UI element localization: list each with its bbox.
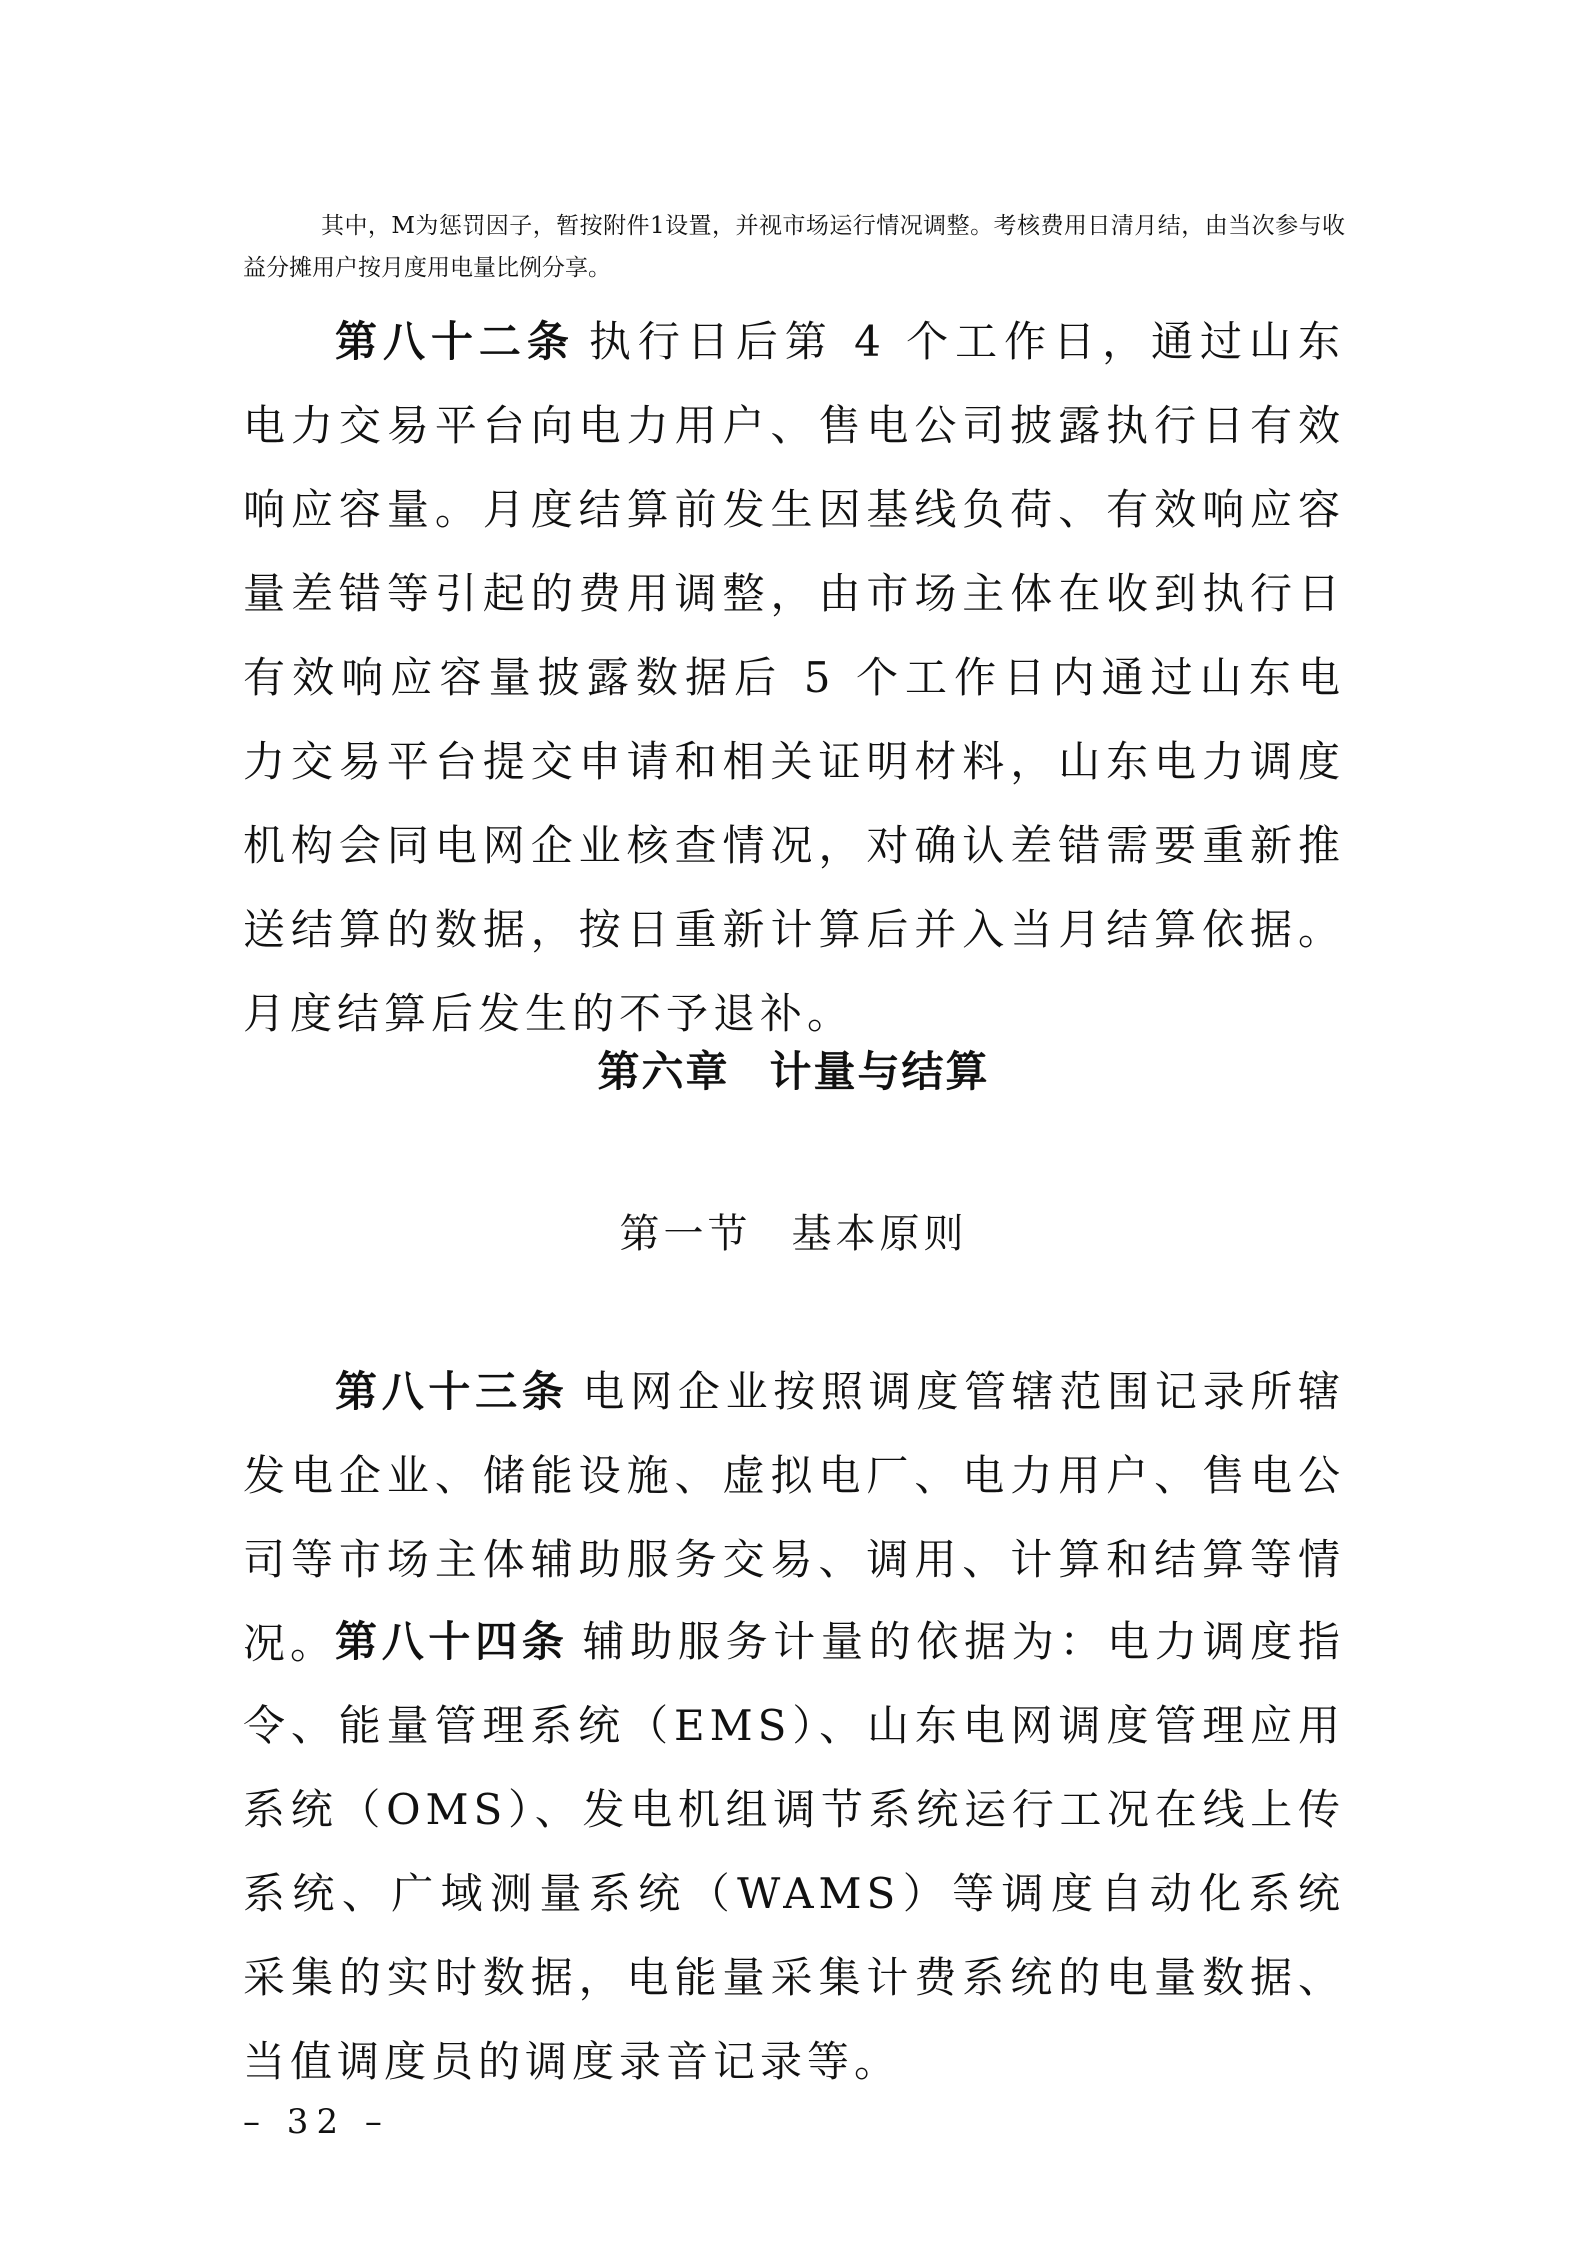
article-82-text: 执行日后第 4 个工作日，通过山东电力交易平台向电力用户、售电公司披露执行日有效响应容量。月度结算前发生因基线负荷、有效响应容量差错等引起的费用调整，由市场主体在收到执行日有效响应容量披露数据后 5 个工作日内通过山东电力交易平台提交申请和相关证明材料，山东电力调度机构会同电网企业核查情况，对确认差错需要重新推送结算的数据，按日重新计算后并入当月结算依据。月度结算后发生的不予退补。 — [243, 317, 1345, 1038]
section-number: 第一节 — [619, 1211, 752, 1257]
article-83-text: 电网企业按照调度管辖范围记录所辖发电企业、储能设施、虚拟电厂、电力用户、售电公司等市场主体辅助服务交易、调用、计算和结算等情况。 — [243, 1367, 1345, 1668]
formula-note: 其中，M为惩罚因子，暂按附件1设置，并视市场运行情况调整。考核费用日清月结，由当次参与收益分摊用户按月度用电量比例分享。 — [243, 213, 1345, 281]
article-84-text: 辅助服务计量的依据为：电力调度指令、能量管理系统（EMS）、山东电网调度管理应用系统（OMS）、发电机组调节系统运行工况在线上传系统、广域测量系统（WAMS）等调度自动化系统采集的实时数据，电能量采集计费系统的电量数据、当值调度员的调度录音记录等。 — [243, 1617, 1345, 2086]
article-84 — [243, 1600, 1345, 2104]
chapter-title: 计量与结算 — [769, 1047, 990, 1096]
article-84-label: 第八十四条 — [335, 1617, 569, 1666]
page-number: – 32 – — [243, 2102, 390, 2142]
chapter-heading — [0, 1042, 1587, 1102]
section-heading — [0, 1204, 1587, 1264]
section-title: 基本原则 — [791, 1211, 968, 1257]
chapter-number: 第六章 — [597, 1047, 730, 1096]
article-82-label: 第八十二条 — [335, 317, 575, 366]
article-82 — [243, 300, 1345, 1056]
article-83-label: 第八十三条 — [335, 1367, 569, 1416]
